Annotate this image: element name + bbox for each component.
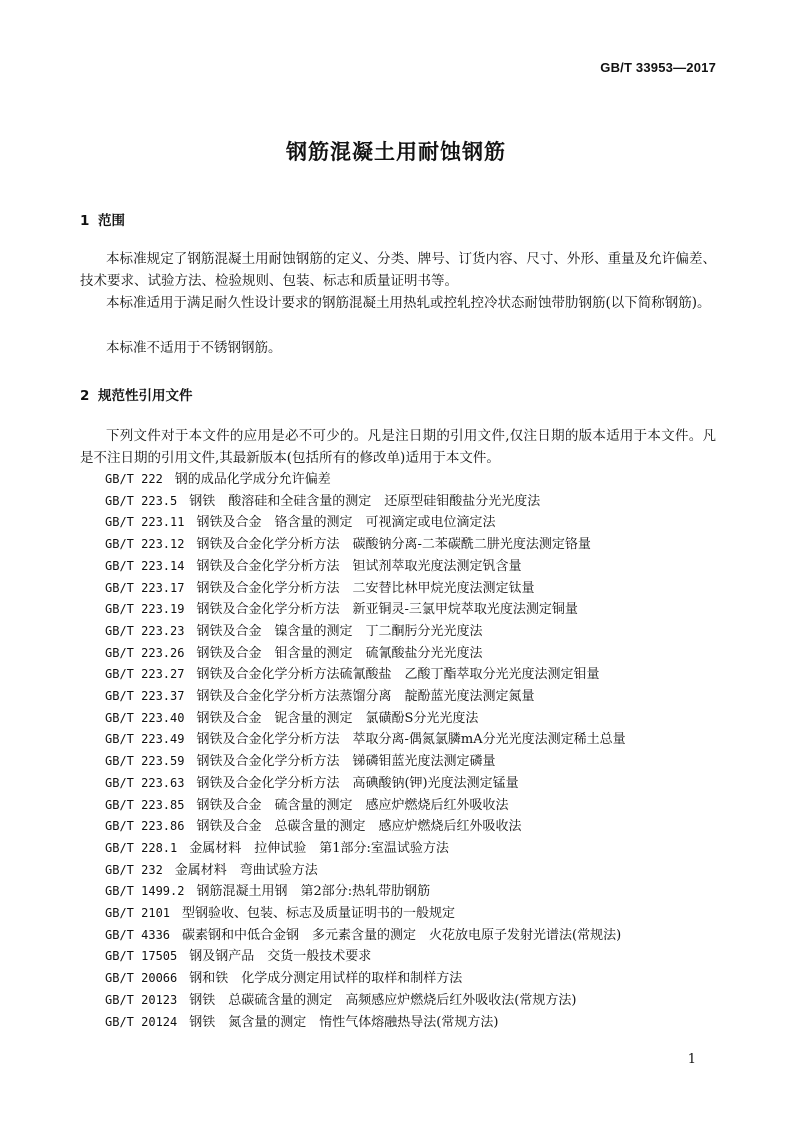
reference-title: 钢铁及合金化学分析方法 碳酸钠分离-二苯碳酰二肼光度法测定铬量 bbox=[196, 537, 591, 553]
reference-code: GB/T 228.1 bbox=[105, 840, 178, 855]
reference-title: 钢铁及合金 铬含量的测定 可视滴定或电位滴定法 bbox=[196, 515, 496, 531]
reference-title: 钢铁及合金化学分析方法蒸馏分离 靛酚蓝光度法测定氮量 bbox=[196, 689, 535, 705]
reference-title: 金属材料 拉伸试验 第1部分:室温试验方法 bbox=[189, 840, 449, 856]
reference-code: GB/T 223.27 bbox=[105, 667, 185, 682]
reference-title: 钢铁及合金化学分析方法 二安替比林甲烷光度法测定钛量 bbox=[196, 580, 535, 596]
reference-code: GB/T 20124 bbox=[105, 1014, 178, 1029]
reference-item bbox=[105, 643, 626, 665]
reference-code: GB/T 20066 bbox=[105, 971, 178, 986]
section-2-intro: 下列文件对于本文件的应用是必不可少的。凡是注日期的引用文件,仅注日期的版本适用于本文件。凡是不注日期的引用文件,其最新版本(包括所有的修改单)适用于本文件。 bbox=[80, 428, 716, 466]
reference-code: GB/T 4336 bbox=[105, 927, 171, 942]
reference-list bbox=[105, 469, 626, 1033]
reference-code: GB/T 223.86 bbox=[105, 819, 185, 834]
reference-code: GB/T 223.63 bbox=[105, 775, 185, 790]
reference-title: 钢铁及合金化学分析方法 锑磷钼蓝光度法测定磷量 bbox=[196, 754, 496, 770]
reference-item bbox=[105, 925, 626, 947]
reference-title: 碳素钢和中低合金钢 多元素含量的测定 火花放电原子发射光谱法(常规法) bbox=[182, 927, 622, 943]
reference-title: 型钢验收、包装、标志及质量证明书的一般规定 bbox=[182, 906, 456, 922]
reference-title: 钢铁及合金 镍含量的测定 丁二酮肟分光光度法 bbox=[196, 623, 483, 639]
reference-code: GB/T 223.5 bbox=[105, 493, 178, 508]
reference-code: GB/T 17505 bbox=[105, 949, 178, 964]
reference-code: GB/T 223.37 bbox=[105, 689, 185, 704]
reference-title: 钢铁及合金 铌含量的测定 氯磺酚S分光光度法 bbox=[196, 710, 479, 726]
section-1-paragraph: 本标准适用于满足耐久性设计要求的钢筋混凝土用热轧或控轧控冷状态耐蚀带肋钢筋(以下简称钢筋)。 bbox=[106, 295, 711, 311]
reference-item bbox=[105, 708, 626, 730]
reference-item bbox=[105, 816, 626, 838]
reference-item bbox=[105, 860, 626, 882]
reference-item bbox=[105, 491, 626, 513]
reference-title: 钢及钢产品 交货一般技术要求 bbox=[189, 949, 372, 965]
reference-item bbox=[105, 534, 626, 556]
reference-item bbox=[105, 556, 626, 578]
reference-title: 钢的成品化学成分允许偏差 bbox=[174, 472, 331, 487]
reference-item bbox=[105, 729, 626, 751]
reference-item bbox=[105, 968, 626, 990]
reference-item bbox=[105, 751, 626, 773]
reference-item bbox=[105, 1012, 626, 1034]
reference-code: GB/T 1499.2 bbox=[105, 884, 185, 899]
reference-code: GB/T 223.85 bbox=[105, 797, 185, 812]
section-1-paragraph: 本标准规定了钢筋混凝土用耐蚀钢筋的定义、分类、牌号、订货内容、尺寸、外形、重量及允许偏差、技术要求、试验方法、检验规则、包装、标志和质量证明书等。 bbox=[80, 251, 716, 289]
section-2-title: 规范性引用文件 bbox=[98, 388, 193, 404]
reference-item bbox=[105, 838, 626, 860]
reference-item bbox=[105, 795, 626, 817]
section-1-number: 1 bbox=[80, 213, 90, 229]
section-2-number: 2 bbox=[80, 388, 90, 404]
reference-item bbox=[105, 512, 626, 534]
section-1-title: 范围 bbox=[98, 213, 125, 229]
reference-item bbox=[105, 664, 626, 686]
reference-code: GB/T 223.59 bbox=[105, 754, 185, 769]
reference-title: 钢铁及合金化学分析方法 高碘酸钠(钾)光度法测定锰量 bbox=[196, 775, 519, 791]
reference-title: 钢铁 总碳硫含量的测定 高频感应炉燃烧后红外吸收法(常规方法) bbox=[189, 992, 577, 1008]
reference-title: 钢铁及合金化学分析方法 钽试剂萃取光度法测定钒含量 bbox=[196, 558, 522, 574]
reference-item bbox=[105, 599, 626, 621]
reference-item bbox=[105, 578, 626, 600]
reference-code: GB/T 223.12 bbox=[105, 537, 185, 552]
reference-title: 钢铁及合金 总碳含量的测定 感应炉燃烧后红外吸收法 bbox=[196, 819, 522, 835]
reference-title: 钢铁及合金 钼含量的测定 硫氰酸盐分光光度法 bbox=[196, 645, 483, 661]
page-number: 1 bbox=[687, 1052, 696, 1067]
reference-code: GB/T 223.19 bbox=[105, 602, 185, 617]
reference-item bbox=[105, 903, 626, 925]
reference-code: GB/T 223.49 bbox=[105, 732, 185, 747]
reference-title: 钢铁及合金化学分析方法硫氰酸盐 乙酸丁酯萃取分光光度法测定钼量 bbox=[196, 667, 600, 683]
section-2-heading bbox=[80, 384, 193, 404]
reference-title: 钢铁 氮含量的测定 惰性气体熔融热导法(常规方法) bbox=[189, 1014, 499, 1030]
reference-item bbox=[105, 469, 626, 491]
reference-item bbox=[105, 621, 626, 643]
reference-code: GB/T 222 bbox=[105, 472, 163, 486]
reference-title: 钢筋混凝土用钢 第2部分:热轧带肋钢筋 bbox=[196, 884, 431, 900]
section-1-heading bbox=[80, 209, 125, 229]
reference-code: GB/T 223.23 bbox=[105, 623, 185, 638]
document-title: 钢筋混凝土用耐蚀钢筋 bbox=[286, 140, 506, 164]
reference-title: 金属材料 弯曲试验方法 bbox=[174, 862, 318, 878]
reference-title: 钢和铁 化学成分测定用试样的取样和制样方法 bbox=[189, 971, 463, 987]
reference-code: GB/T 223.11 bbox=[105, 515, 185, 530]
reference-code: GB/T 232 bbox=[105, 862, 163, 877]
reference-item bbox=[105, 881, 626, 903]
reference-code: GB/T 223.26 bbox=[105, 645, 185, 660]
reference-title: 钢铁及合金化学分析方法 萃取分离-偶氮氯膦mA分光光度法测定稀土总量 bbox=[196, 732, 626, 748]
reference-item bbox=[105, 990, 626, 1012]
reference-title: 钢铁及合金化学分析方法 新亚铜灵-三氯甲烷萃取光度法测定铜量 bbox=[196, 602, 578, 618]
reference-code: GB/T 20123 bbox=[105, 992, 178, 1007]
standard-number: GB/T 33953—2017 bbox=[600, 60, 716, 75]
reference-item bbox=[105, 773, 626, 795]
reference-code: GB/T 223.17 bbox=[105, 580, 185, 595]
reference-code: GB/T 223.40 bbox=[105, 710, 185, 725]
reference-item bbox=[105, 686, 626, 708]
reference-title: 钢铁 酸溶硅和全硅含量的测定 还原型硅钼酸盐分光光度法 bbox=[189, 493, 541, 509]
reference-item bbox=[105, 946, 626, 968]
reference-code: GB/T 2101 bbox=[105, 906, 171, 921]
reference-code: GB/T 223.14 bbox=[105, 558, 185, 573]
section-1-paragraph: 本标准不适用于不锈钢钢筋。 bbox=[106, 340, 282, 356]
reference-title: 钢铁及合金 硫含量的测定 感应炉燃烧后红外吸收法 bbox=[196, 797, 509, 813]
